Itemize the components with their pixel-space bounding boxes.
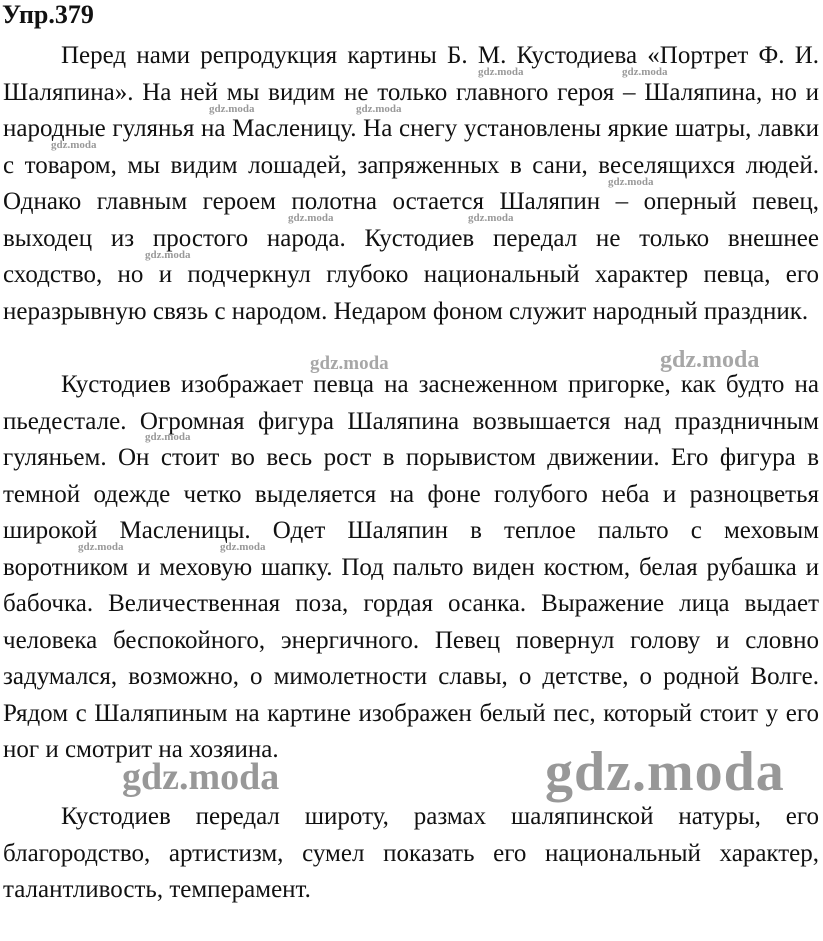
watermark: gdz.moda [660,347,760,373]
watermark: gdz.moda [468,212,514,224]
paragraph-1: Перед нами репродукция картины Б. М. Кустодиева «Портрет Ф. И. Шаляпина». На ней мы видим не только главного героя – Шаляпина, но и народные гулянья на Масленицу. На снегу установлены яркие шатры, лавки с товаром, мы видим лошадей, запряженных в сани, веселящихся людей. Однако главным героем полотна остается Шаляпин – оперный певец, выходец из простого народа. Кустодиев передал не только внешнее сходство, но и подчеркнул глубоко национальный характер певца, его неразрывную связь с народом. Недаром фоном служит народный праздник. [3,42,819,325]
watermark: gdz.moda [288,212,334,224]
watermark: gdz.moda [51,139,97,151]
watermark: gdz.moda [145,431,191,443]
paragraph-2: Кустодиев изображает певца на заснеженном пригорке, как будто на пьедестале. Огромная фигура Шаляпина возвышается над праздничным гуляньем. Он стоит во весь рост в порывистом движении. Его фигура в темной одежде четко выделяется на фоне голубого неба и разноцветья широкой Масленицы. Одет Шаляпин в теплое пальто с меховым воротником и меховую шапку. Под пальто виден костюм, белая рубашка и бабочка. Величественная поза, гордая осанка. Выражение лица выдает человека беспокойного, энергичного. Певец повернул голову и словно задумался, возможно, о мимолетности славы, о детстве, о родной Волге. Рядом с Шаляпиным на картине изображен белый пес, который стоит у его ног и смотрит на хозяина. [3,371,819,763]
watermark: gdz.moda [545,741,785,803]
watermark: gdz.moda [220,541,266,553]
exercise-title: Упр.379 [2,0,94,29]
watermark: gdz.moda [78,541,124,553]
watermark: gdz.moda [622,66,668,78]
watermark: gdz.moda [608,176,654,188]
watermark: gdz.moda [478,66,524,78]
paragraph-3: Кустодиев передал широту, размах шаляпинской натуры, его благородство, артистизм, сумел показать его национальный характер, талантливость, темперамент. [3,803,819,903]
watermark: gdz.moda [310,353,389,374]
watermark: gdz.moda [122,756,280,798]
watermark: gdz.moda [209,103,255,115]
watermark: gdz.moda [356,103,402,115]
watermark: gdz.moda [145,249,191,261]
